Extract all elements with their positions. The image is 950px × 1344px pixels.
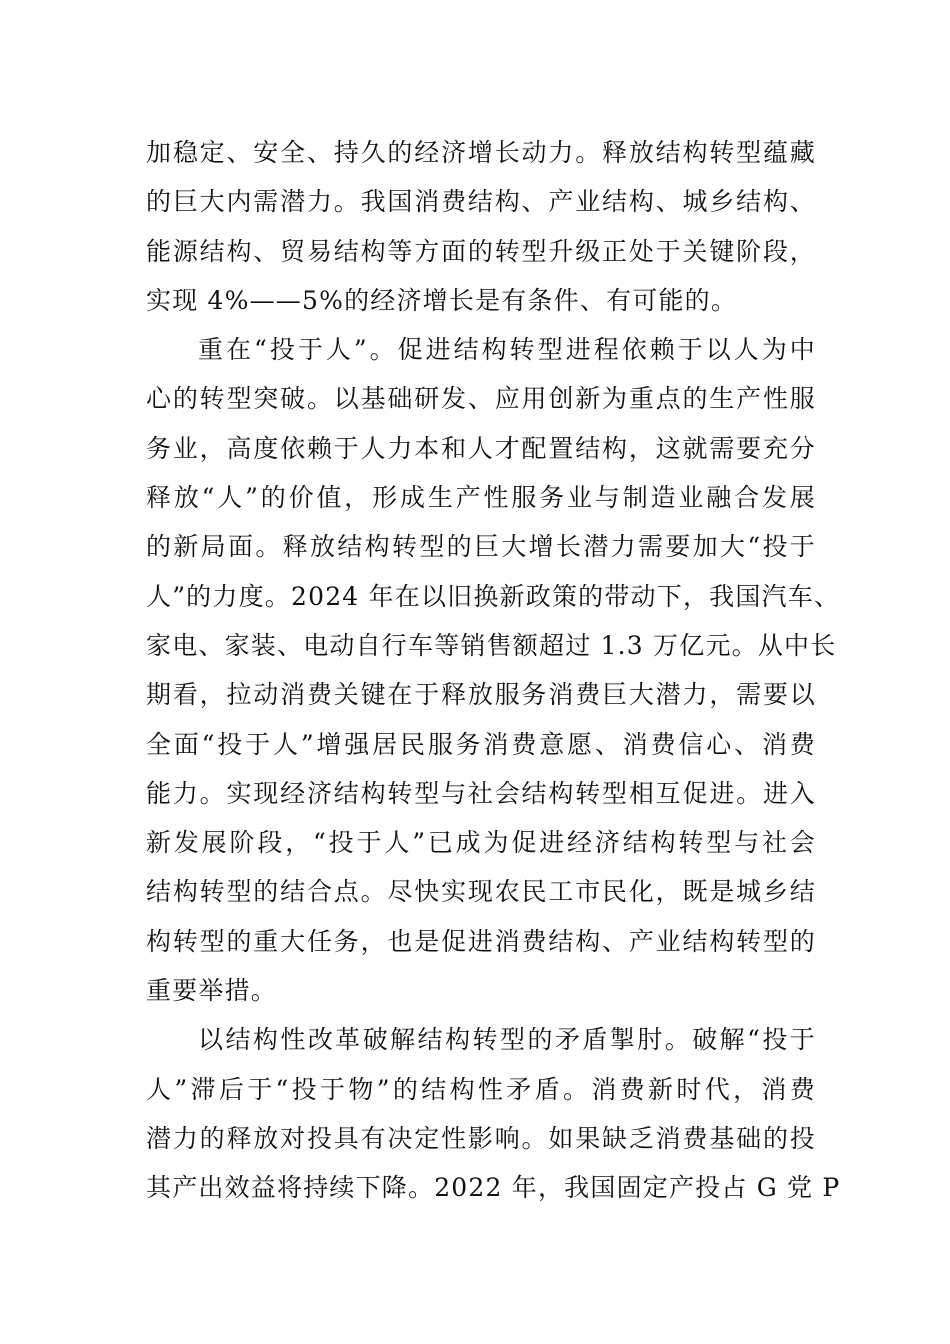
text-line: 的巨大内需潜力。我国消费结构、产业结构、城乡结构、 bbox=[146, 187, 816, 217]
paragraph-start-line: 重在“投于人”。促进结构转型进程依赖于以人为中 bbox=[198, 335, 816, 365]
text-line: 释放“人”的价值，形成生产性服务业与制造业融合发展 bbox=[146, 483, 816, 513]
text-line: 重要举措。 bbox=[146, 976, 278, 1006]
text-line: 期看，拉动消费关键在于释放服务消费巨大潜力，需要以 bbox=[146, 680, 816, 710]
text-line: 的新局面。释放结构转型的巨大增长潜力需要加大“投于 bbox=[146, 532, 816, 562]
text-line: 心的转型突破。以基础研发、应用创新为重点的生产性服 bbox=[146, 384, 816, 414]
paragraph-start-line: 以结构性改革破解结构转型的矛盾掣肘。破解“投于 bbox=[198, 1025, 816, 1055]
text-line: 能源结构、贸易结构等方面的转型升级正处于关键阶段， bbox=[146, 236, 816, 266]
text-line: 全面“投于人”增强居民服务消费意愿、消费信心、消费 bbox=[146, 729, 816, 759]
text-line: 家电、家装、电动自行车等销售额超过 1.3 万亿元。从中长 bbox=[146, 630, 837, 660]
text-line: 结构转型的结合点。尽快实现农民工市民化，既是城乡结 bbox=[146, 877, 816, 907]
text-line: 能力。实现经济结构转型与社会结构转型相互促进。进入 bbox=[146, 778, 816, 808]
text-line: 人”滞后于“投于物”的结构性矛盾。消费新时代，消费 bbox=[146, 1074, 816, 1104]
text-line: 潜力的释放对投具有决定性影响。如果缺乏消费基础的投 bbox=[146, 1123, 816, 1153]
text-line: 人”的力度。2024 年在以旧换新政策的带动下，我国汽车、 bbox=[146, 581, 841, 611]
body-text bbox=[146, 128, 841, 1213]
text-line: 其产出效益将持续下降。2022 年，我国固定产投占 G 党 P bbox=[146, 1173, 841, 1203]
text-line: 构转型的重大任务，也是促进消费结构、产业结构转型的 bbox=[146, 926, 816, 956]
text-line: 务业，高度依赖于人力本和人才配置结构，这就需要充分 bbox=[146, 433, 816, 463]
text-line: 新发展阶段，“投于人”已成为促进经济结构转型与社会 bbox=[146, 828, 816, 858]
text-line: 加稳定、安全、持久的经济增长动力。释放结构转型蕴藏 bbox=[146, 138, 816, 167]
text-line: 实现 4%——5%的经济增长是有条件、有可能的。 bbox=[146, 285, 738, 315]
